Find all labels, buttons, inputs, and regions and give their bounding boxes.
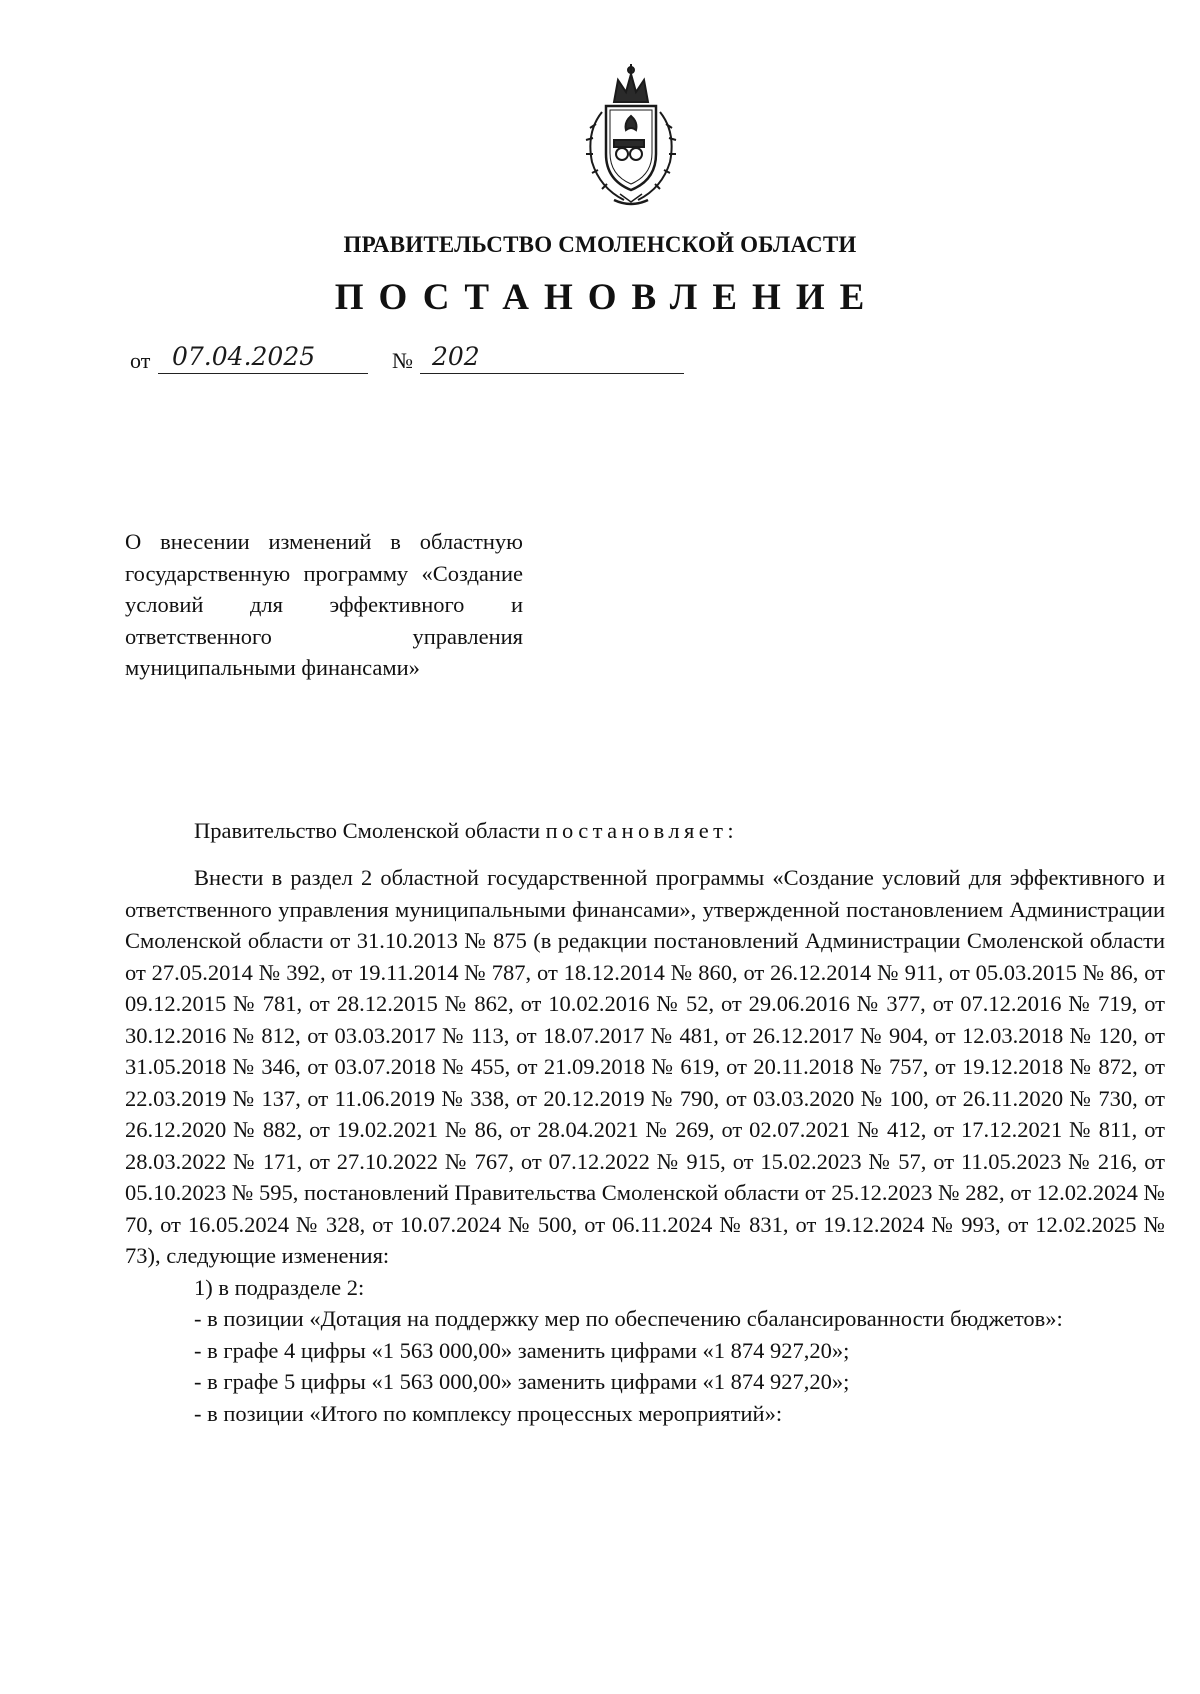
document-subject: О внесении изменений в областную государственную программу «Создание условий для эффективного и ответственного управления муниципальными финансами» bbox=[125, 529, 523, 681]
enacting-clause-verb: постановляет: bbox=[545, 818, 739, 843]
list-item: - в позиции «Дотация на поддержку мер по обеспечению сбалансированности бюджетов»: bbox=[194, 1306, 1063, 1331]
document-type-title: ПОСТАНОВЛЕНИЕ bbox=[334, 277, 880, 318]
list-item: - в графе 5 цифры «1 563 000,00» заменить цифрами «1 874 927,20»; bbox=[194, 1369, 850, 1394]
number-prefix: № bbox=[392, 348, 413, 373]
coat-of-arms-icon bbox=[574, 62, 688, 208]
main-paragraph: Внести в раздел 2 областной государственной программы «Создание условий для эффективного и ответственного управления муниципальными финансами», утвержденной постановлением Администрации Смоленской области от 31.10.2013 № 875 (в редакции постановлений Администрации Смоленской области от 27.05.2014 № 392, от 19.11.2014 № 787, от 18.12.2014 № 860, от 26.12.2014 № 911, от 05.03.2015 № 86, от 09.12.2015 № 781, от 28.12.2015 № 862, от 10.02.2016 № 52, от 29.06.2016 № 377, от 07.12.2016 № 719, от 30.12.2016 № 812, от 03.03.2017 № 113, от 18.07.2017 № 481, от 26.12.2017 № 904, от 12.03.2018 № 120, от 31.05.2018 № 346, от 03.07.2018 № 455, от 21.09.2018 № 619, от 20.11.2018 № 757, от 19.12.2018 № 872, от 22.03.2019 № 137, от 11.06.2019 № 338, от 20.12.2019 № 790, от 03.03.2020 № 100, от 26.11.2020 № 730, от 26.12.2020 № 882, от 19.02.2021 № 86, от 28.04.2021 № 269, от 02.07.2021 № 412, от 17.12.2021 № 811, от 28.03.2022 № 171, от 27.10.2022 № 767, от 07.12.2022 № 915, от 15.02.2023 № 57, от 11.05.2023 № 216, от 05.10.2023 № 595, постановлений Правительства Смоленской области от 25.12.2023 № 282, от 12.02.2024 № 70, от 16.05.2024 № 328, от 10.07.2024 № 500, от 06.11.2024 № 831, от 19.12.2024 № 993, от 12.02.2025 № 73), следующие изменения: bbox=[125, 865, 1165, 1268]
date-value: 07.04.2025 bbox=[172, 342, 316, 371]
number-underline bbox=[420, 373, 684, 374]
document-body bbox=[125, 862, 1165, 1429]
enacting-clause-subject: Правительство Смоленской области bbox=[194, 818, 540, 843]
enacting-clause bbox=[194, 818, 738, 844]
list-item: - в позиции «Итого по комплексу процессных мероприятий»: bbox=[194, 1400, 783, 1426]
date-underline bbox=[158, 373, 368, 374]
list-item: 1) в подразделе 2: bbox=[194, 1274, 365, 1300]
organization-title: ПРАВИТЕЛЬСТВО СМОЛЕНСКОЙ ОБЛАСТИ bbox=[343, 232, 857, 257]
number-value: 202 bbox=[432, 342, 480, 371]
date-prefix: от bbox=[130, 348, 151, 373]
list-item: - в графе 4 цифры «1 563 000,00» заменить цифрами «1 874 927,20»; bbox=[194, 1337, 850, 1363]
